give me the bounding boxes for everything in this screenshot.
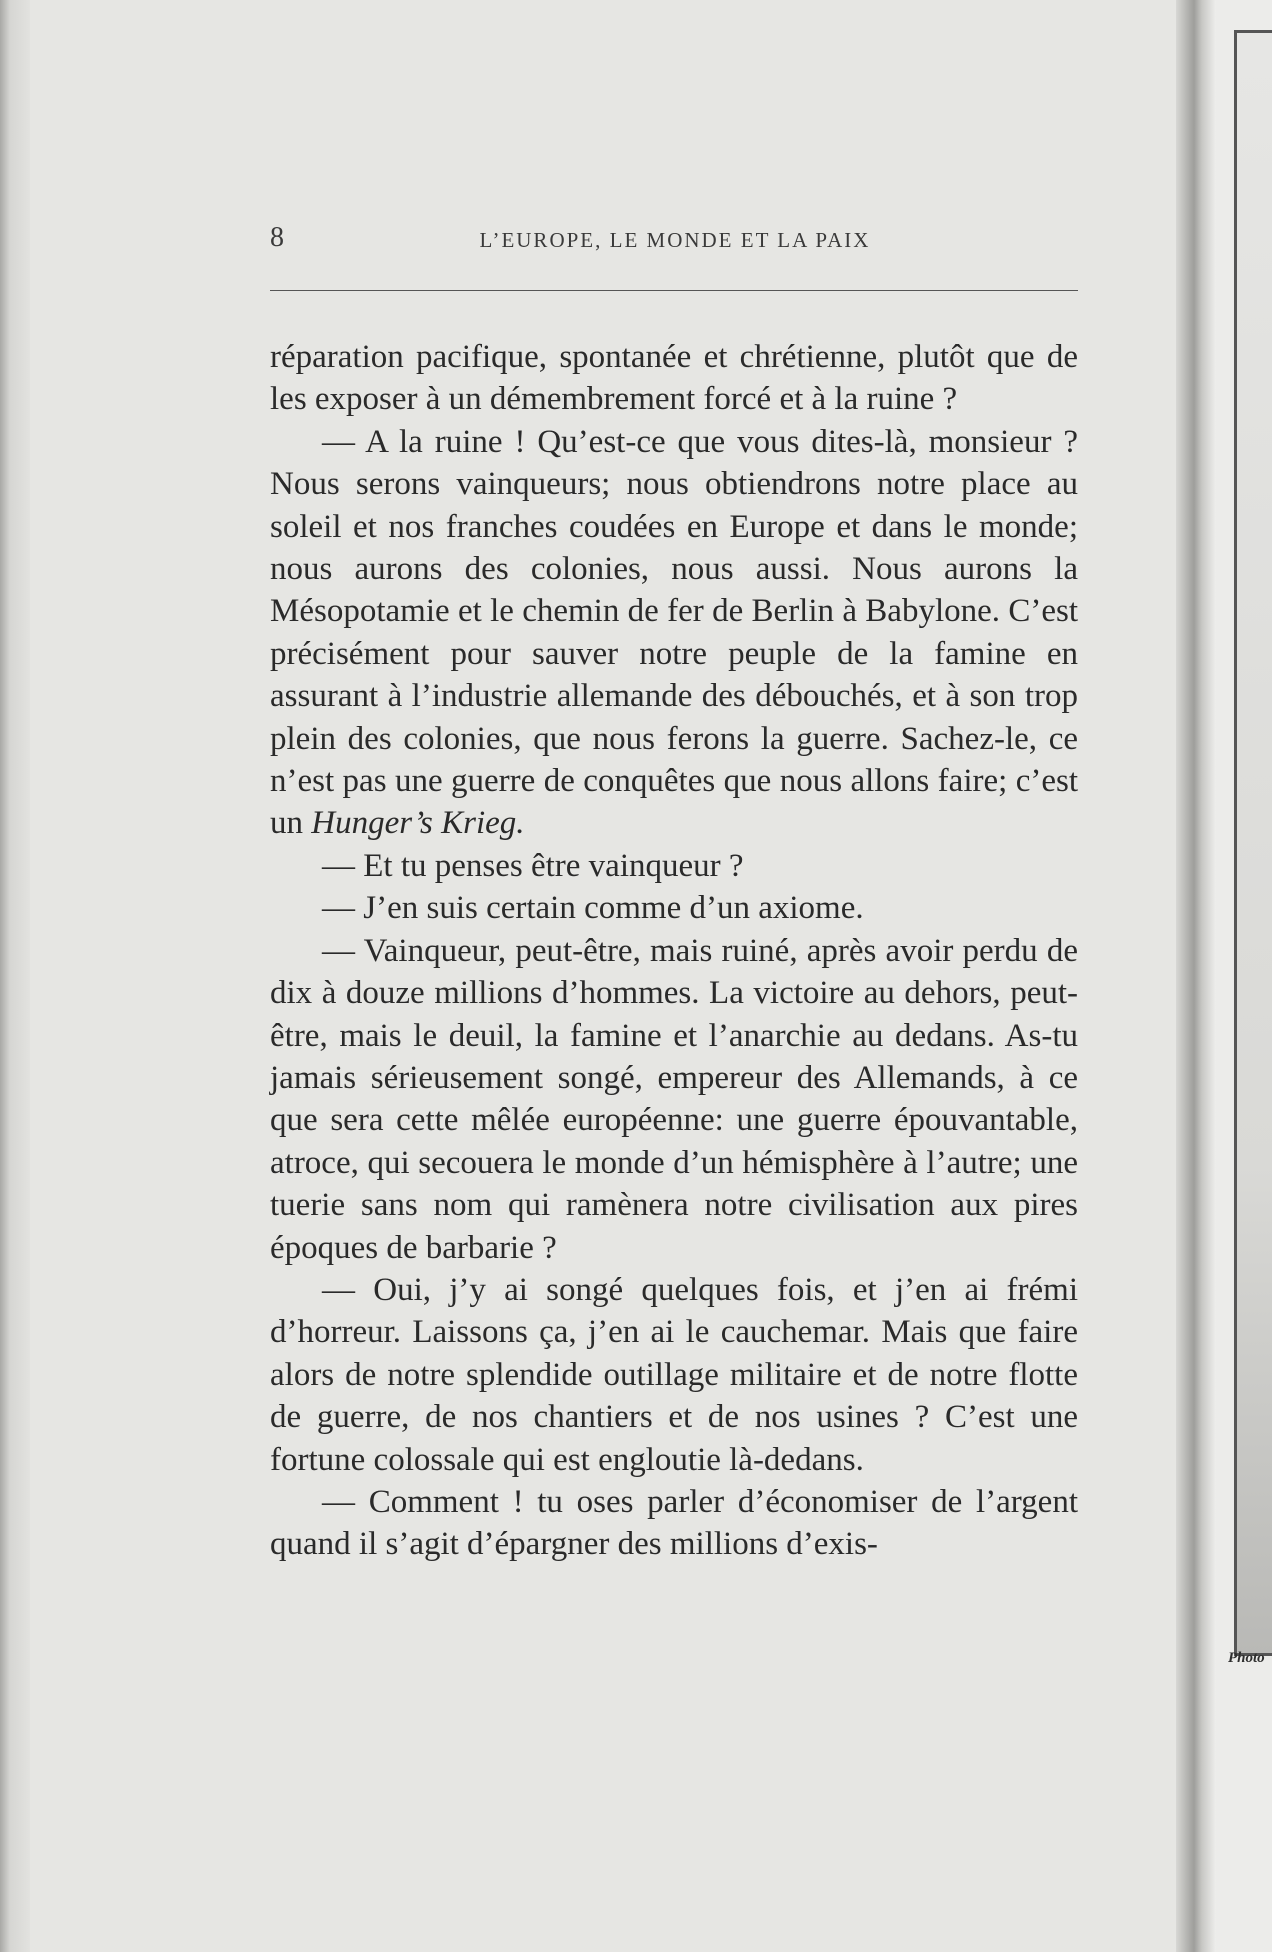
paragraph-text: — A la ruine ! Qu’est-ce que vous dites-là, monsieur ? Nous serons vainqueurs; nous obtiendrons notre place au soleil et nos franches coudées en Europe et dans le monde; nous aurons des colonies, nous aussi. Nous aurons la Mésopotamie et le chemin de fer de Berlin à Babylone. C’est précisément pour sauver notre peuple de la famine en assurant à l’industrie allemande des débouchés, et à son trop plein des colonies, que nous ferons la guerre. Sachez-le, ce n’est pas une guerre de conquêtes que nous allons faire; c’est un — [270, 423, 1078, 842]
body-text — [270, 336, 1078, 1566]
facing-page-caption: Photo — [1228, 1650, 1265, 1666]
italic-phrase: Hunger’s Krieg. — [311, 805, 525, 842]
facing-page-photo — [1234, 30, 1272, 1656]
page-edge-left — [0, 0, 30, 1952]
paragraph: — Vainqueur, peut-être, mais ruiné, après avoir perdu de dix à douze millions d’hommes. La victoire au dehors, peut-être, mais le deuil, la famine et l’anarchie au dedans. As-tu jamais sérieusement songé, empereur des Allemands, à ce que sera cette mêlée européenne: une guerre épouvantable, atroce, qui secouera le monde d’un hémisphère à l’autre; une tuerie sans nom qui ramènera notre civilisation aux pires époques de barbarie ? — [270, 932, 1078, 1266]
paragraph: réparation pacifique, spontanée et chrétienne, plutôt que de les exposer à un démembrement forcé et à la ruine ? — [270, 339, 1078, 418]
paragraph: — Oui, j’y ai songé quelques fois, et j’en ai frémi d’horreur. Laissons ça, j’en ai le cauchemar. Mais que faire alors de notre splendide outillage militaire et de notre flotte de guerre, de nos chantiers et de nos usines ? C’est une fortune colossale qui est engloutie là-dedans. — [270, 1271, 1078, 1478]
header-rule — [270, 290, 1078, 291]
paragraph — [270, 421, 1078, 845]
page-number: 8 — [270, 222, 284, 253]
book-gutter — [1176, 0, 1216, 1952]
page-header — [270, 222, 1080, 262]
paragraph: — Et tu penses être vainqueur ? — [322, 847, 744, 884]
running-head: L’EUROPE, LE MONDE ET LA PAIX — [479, 228, 871, 252]
paragraph: — Comment ! tu oses parler d’économiser de l’argent quand il s’agit d’épargner des millions d’exis- — [270, 1483, 1078, 1563]
paragraph: — J’en suis certain comme d’un axiome. — [322, 890, 864, 927]
